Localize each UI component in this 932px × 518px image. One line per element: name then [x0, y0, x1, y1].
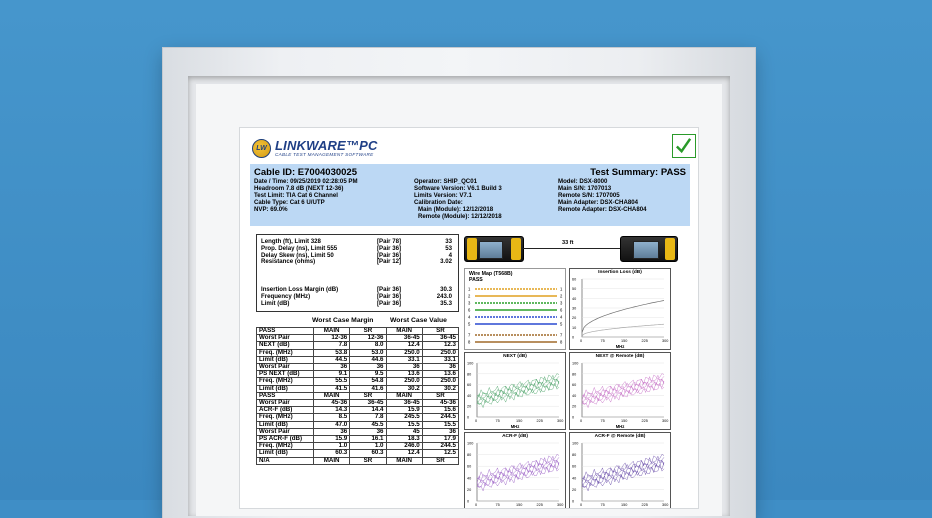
table-cell: 12-36 [350, 335, 386, 342]
table-cell: 8.5 [314, 414, 350, 421]
main-tester-cap [467, 238, 477, 260]
worst-case-table [256, 327, 459, 465]
chart-axis [477, 363, 559, 417]
wire-pin-label: 2 [560, 293, 563, 299]
chart-xlabel: MHz [510, 424, 520, 429]
table-cell: 36 [386, 364, 422, 371]
table-cell: MAIN [386, 392, 422, 399]
table-cell: Worst Pair [257, 364, 314, 371]
table-cell: 33.1 [422, 356, 458, 363]
chart-ytick: 10 [572, 325, 577, 330]
table-cell: N/A [257, 457, 314, 464]
measure-value: 4 [448, 251, 452, 259]
table-cell: 36 [314, 428, 350, 435]
measurements-panel [256, 234, 459, 312]
linkware-icon: LW [252, 139, 271, 158]
table-cell: PS NEXT (dB) [257, 371, 314, 378]
table-cell: 250.0 [386, 378, 422, 385]
measurements-box [256, 234, 459, 312]
table-cell: 244.5 [422, 414, 458, 421]
main-tester-device [464, 236, 524, 262]
table-cell: 45 [386, 428, 422, 435]
table-cell: 30.2 [386, 385, 422, 392]
table-cell: 8.0 [350, 342, 386, 349]
acr-f-remote-plot [570, 433, 670, 508]
table-cell: 250.0 [422, 378, 458, 385]
chart-xlabel: MHz [615, 344, 625, 349]
summary-mid [414, 178, 502, 221]
chart-ytick: 80 [467, 372, 472, 377]
measure-pairs [377, 239, 401, 266]
next-remote-plot [570, 353, 670, 429]
chart-ytick: 20 [467, 404, 472, 409]
chart-xtick: 300 [662, 419, 669, 423]
chart-xtick: 75 [600, 339, 605, 343]
measure-label: Length (ft), Limit 328 [261, 238, 321, 245]
measure-value: 33 [445, 238, 452, 245]
chart-ytick: 100 [572, 441, 579, 446]
worst-case-value-title: Worst Case Value [390, 317, 447, 324]
table-cell: 13.6 [422, 371, 458, 378]
il-value: 30.3 [440, 286, 452, 293]
table-cell: Limit (dB) [257, 450, 314, 457]
pass-check-icon [672, 134, 696, 158]
summary-mid-line: Software Version: V6.1 Build 3 [414, 185, 502, 193]
wire-pin-label: 3 [468, 300, 471, 306]
table-cell: NEXT (dB) [257, 342, 314, 349]
summary-left-line: Test Limit: TIA Cat 6 Channel [254, 192, 338, 200]
chart-xtick: 0 [580, 419, 583, 423]
wire-pin-label: 6 [560, 307, 563, 313]
chart-ytick: 60 [572, 277, 577, 282]
chart-ytick: 50 [572, 287, 577, 292]
table-cell: 244.5 [422, 443, 458, 450]
main-tester-cap [511, 238, 521, 260]
chart-xtick: 0 [580, 339, 583, 343]
measure-label: Resistance (ohms) [261, 258, 316, 266]
chart-xtick: 300 [662, 339, 669, 343]
chart-title: ACR-F (dB) [502, 434, 528, 439]
table-cell: 13.6 [386, 371, 422, 378]
chart-ytick: 40 [467, 476, 472, 481]
chart-ytick: 60 [467, 464, 472, 469]
table-cell: 30.2 [422, 385, 458, 392]
wire-pin-label: 1 [560, 286, 563, 292]
chart-ytick: 30 [572, 306, 577, 311]
il-label: Frequency (MHz) [261, 292, 311, 300]
table-cell: 41.6 [350, 385, 386, 392]
table-cell: PASS [257, 392, 314, 399]
measure-value: 53 [445, 244, 452, 252]
wire-pin-label: 1 [468, 286, 471, 292]
chart-trace [477, 379, 559, 404]
table-cell: 44.6 [350, 356, 386, 363]
logo-title: LINKWARE™PC [275, 138, 378, 153]
il-pair: [Pair 36] [377, 299, 402, 307]
chart-axis [582, 363, 664, 417]
summary-right-line: Remote Adapter: DSX-CHA804 [558, 206, 647, 214]
table-cell: Limit (dB) [257, 356, 314, 363]
chart-insertion-loss [569, 268, 671, 350]
chart-ytick: 0 [467, 499, 470, 504]
table-cell: 15.9 [314, 436, 350, 443]
wire-pin-label: 5 [560, 321, 563, 327]
chart-xtick: 75 [495, 419, 500, 423]
table-cell: 14.3 [314, 407, 350, 414]
table-cell: MAIN [314, 392, 350, 399]
chart-xtick: 225 [641, 419, 648, 423]
chart-xtick: 225 [536, 419, 543, 423]
table-cell: 45-36 [422, 400, 458, 407]
table-cell: 7.8 [350, 414, 386, 421]
chart-trace [582, 324, 664, 336]
summary-left-line: NVP: 69.0% [254, 206, 288, 214]
worst-case-margin-title: Worst Case Margin [312, 317, 374, 324]
chart-ytick: 100 [572, 361, 579, 366]
table-cell: 15.9 [386, 407, 422, 414]
chart-ytick: 60 [572, 383, 577, 388]
table-cell: 54.8 [350, 378, 386, 385]
chart-trace [582, 379, 664, 404]
table-cell: SR [422, 392, 458, 399]
wire-pin-label: 7 [560, 332, 563, 338]
summary-mid-line: Limits Version: V7.1 [414, 192, 472, 200]
chart-trace [477, 454, 559, 478]
summary-left [254, 178, 358, 213]
chart-ytick: 80 [572, 453, 577, 458]
table-cell: 1.0 [314, 443, 350, 450]
table-cell: SR [350, 392, 386, 399]
chart-xtick: 0 [475, 419, 478, 423]
test-report [240, 128, 698, 508]
chart-xtick: 150 [516, 419, 523, 423]
table-cell: 12.3 [422, 342, 458, 349]
measure-labels [261, 239, 337, 266]
summary-left-line: Cable Type: Cat 6 U/UTP [254, 199, 325, 207]
table-cell: PASS [257, 328, 314, 335]
summary-left-line: Date / Time: 09/25/2019 02:28:05 PM [254, 178, 358, 185]
il-pair: [Pair 36] [377, 292, 402, 300]
table-cell: 45-36 [314, 400, 350, 407]
wire-map-graphic [465, 269, 565, 349]
chart-xtick: 150 [516, 503, 523, 507]
table-cell: Worst Pair [257, 335, 314, 342]
table-cell: 7.8 [314, 342, 350, 349]
chart-trace [477, 374, 559, 397]
table-cell: SR [350, 457, 386, 464]
table-cell: Worst Pair [257, 400, 314, 407]
cable-id: Cable ID: E7004030025 [254, 167, 357, 178]
linkware-logo [252, 139, 378, 158]
summary-mid-line: Calibration Date: [414, 199, 463, 207]
measure-pair: [Pair 12] [377, 258, 402, 266]
chart-xtick: 225 [641, 503, 648, 507]
chart-xtick: 300 [557, 503, 564, 507]
chart-xtick: 75 [495, 503, 500, 507]
table-cell: 55.5 [314, 378, 350, 385]
chart-trace [582, 454, 664, 478]
table-cell: Freq. (MHz) [257, 414, 314, 421]
chart-ytick: 60 [572, 464, 577, 469]
chart-xtick: 0 [580, 503, 583, 507]
table-cell: MAIN [314, 457, 350, 464]
table-cell: PS ACR-F (dB) [257, 436, 314, 443]
chart-acr-f-remote [569, 432, 671, 508]
il-pairs [377, 287, 401, 307]
table-cell: Freq. (MHz) [257, 349, 314, 356]
table-cell: 9.1 [314, 371, 350, 378]
cable-length-label: 33 ft [562, 240, 574, 246]
table-cell: Limit (dB) [257, 421, 314, 428]
il-pair: [Pair 36] [377, 286, 402, 293]
table-cell: 12.5 [422, 450, 458, 457]
summary-left-line: Headroom 7.8 dB (NEXT 12-36) [254, 185, 344, 193]
summary-mid-line: Main (Module): 12/12/2018 [418, 206, 494, 214]
table-row [257, 385, 459, 392]
acr-f-plot [465, 433, 565, 508]
table-cell: Freq. (MHz) [257, 443, 314, 450]
table-cell: MAIN [386, 328, 422, 335]
chart-ytick: 40 [467, 393, 472, 398]
summary-mid-line: Operator: SHIP_QC01 [414, 178, 477, 185]
table-cell: SR [422, 328, 458, 335]
wire-map-panel [464, 268, 566, 350]
wire-pin-label: 7 [468, 332, 471, 338]
table-cell: 15.5 [422, 421, 458, 428]
table-cell: 45.5 [350, 421, 386, 428]
wire-pin-label: 3 [560, 300, 563, 306]
wire-pin-label: 5 [468, 321, 471, 327]
next-plot [465, 353, 565, 429]
summary-band [250, 164, 690, 226]
wire-pin-label: 2 [468, 293, 471, 299]
chart-ytick: 100 [467, 441, 474, 446]
table-cell: MAIN [386, 457, 422, 464]
table-cell: 1.0 [350, 443, 386, 450]
wire-pin-label: 4 [560, 314, 563, 320]
chart-ytick: 20 [572, 404, 577, 409]
chart-ytick: 20 [467, 487, 472, 492]
wire-map-status: PASS [469, 277, 483, 283]
table-cell: 12.4 [386, 342, 422, 349]
summary-right [558, 178, 647, 213]
chart-title: Insertion Loss (dB) [598, 270, 642, 275]
table-cell: 60.3 [350, 450, 386, 457]
chart-ytick: 0 [572, 499, 575, 504]
table-cell: 36-45 [386, 400, 422, 407]
chart-ytick: 40 [572, 476, 577, 481]
chart-xtick: 0 [475, 503, 478, 507]
remote-tester-screen [633, 241, 659, 259]
table-cell: 36-45 [422, 335, 458, 342]
table-cell: 44.5 [314, 356, 350, 363]
summary-right-line: Main S/N: 1707013 [558, 185, 612, 193]
insertion-loss-plot [570, 269, 670, 349]
chart-ytick: 80 [572, 372, 577, 377]
chart-ytick: 0 [572, 335, 575, 340]
table-cell: Worst Pair [257, 428, 314, 435]
table-cell: 16.1 [350, 436, 386, 443]
chart-ytick: 80 [467, 453, 472, 458]
chart-xtick: 300 [557, 419, 564, 423]
table-cell: 36-45 [350, 400, 386, 407]
table-cell: ACR-F (dB) [257, 407, 314, 414]
chart-acr-f [464, 432, 566, 508]
table-cell: 36 [350, 428, 386, 435]
measure-pair: [Pair 78] [377, 238, 402, 245]
il-label: Insertion Loss Margin (dB) [261, 286, 339, 293]
table-cell: 53.0 [350, 349, 386, 356]
table-cell: SR [422, 457, 458, 464]
measure-label: Delay Skew (ns), Limit 50 [261, 251, 334, 259]
wire-pin-label: 8 [560, 339, 563, 345]
measure-label: Prop. Delay (ns), Limit 555 [261, 244, 338, 252]
chart-ytick: 40 [572, 393, 577, 398]
logo-subtitle: CABLE TEST MANAGEMENT SOFTWARE [275, 152, 374, 157]
table-cell: 36-45 [386, 335, 422, 342]
table-row [257, 450, 459, 457]
chart-xtick: 150 [621, 419, 628, 423]
table-cell: 245.5 [386, 414, 422, 421]
table-cell: 15.6 [422, 407, 458, 414]
wire-map-title: Wire Map (T568B) [469, 271, 513, 277]
table-row [257, 457, 459, 464]
table-cell: 14.4 [350, 407, 386, 414]
il-value: 35.3 [440, 299, 452, 307]
chart-ytick: 0 [467, 415, 470, 420]
chart-next-remote [569, 352, 671, 430]
chart-xlabel: MHz [615, 424, 625, 429]
il-value: 243.0 [436, 292, 452, 300]
table-cell: 15.5 [386, 421, 422, 428]
measure-pair: [Pair 36] [377, 244, 402, 252]
test-summary: Test Summary: PASS [590, 167, 686, 178]
table-cell: MAIN [314, 328, 350, 335]
il-label: Limit (dB) [261, 299, 290, 307]
table-cell: 36 [422, 364, 458, 371]
summary-right-line: Remote S/N: 1707005 [558, 192, 620, 200]
table-cell: 36 [350, 364, 386, 371]
chart-ytick: 40 [572, 296, 577, 301]
table-cell: 250.0 [422, 349, 458, 356]
table-cell: 12.4 [386, 450, 422, 457]
remote-tester-cap [665, 238, 675, 260]
chart-ytick: 0 [572, 415, 575, 420]
measure-pair: [Pair 36] [377, 251, 402, 259]
chart-trace [582, 374, 664, 397]
chart-title: NEXT (dB) [503, 354, 527, 359]
chart-ytick: 20 [572, 487, 577, 492]
chart-next [464, 352, 566, 430]
chart-axis [582, 443, 664, 501]
measure-values [440, 239, 452, 266]
chart-ytick: 100 [467, 361, 474, 366]
summary-mid-line: Remote (Module): 12/12/2018 [418, 213, 502, 221]
table-cell: Limit (dB) [257, 385, 314, 392]
table-cell: 41.5 [314, 385, 350, 392]
il-labels [261, 287, 338, 307]
table-cell: 36 [422, 428, 458, 435]
table-cell: 9.5 [350, 371, 386, 378]
main-tester-screen [479, 241, 503, 259]
table-cell: 12-36 [314, 335, 350, 342]
wire-pin-label: 4 [468, 314, 471, 320]
table-cell: 18.3 [386, 436, 422, 443]
table-cell: 33.1 [386, 356, 422, 363]
chart-xtick: 75 [600, 503, 605, 507]
table-cell: 53.8 [314, 349, 350, 356]
chart-xtick: 300 [662, 503, 669, 507]
cable-link-line [522, 248, 620, 249]
chart-xtick: 75 [600, 419, 605, 423]
table-cell: 17.9 [422, 436, 458, 443]
table-cell: 246.0 [386, 443, 422, 450]
table-cell: SR [350, 328, 386, 335]
chart-axis [477, 443, 559, 501]
chart-xtick: 150 [621, 339, 628, 343]
table-cell: 60.3 [314, 450, 350, 457]
measure-value: 3.02 [440, 258, 452, 266]
table-cell: 47.0 [314, 421, 350, 428]
table-cell: 250.0 [386, 349, 422, 356]
results-area [250, 230, 690, 508]
il-values [437, 287, 452, 307]
chart-ytick: 60 [467, 383, 472, 388]
chart-xtick: 150 [621, 503, 628, 507]
summary-right-line: Model: DSX-8000 [558, 178, 608, 185]
chart-xtick: 225 [536, 503, 543, 507]
remote-tester-device [620, 236, 678, 262]
chart-title: NEXT @ Remote (dB) [595, 354, 645, 359]
wire-pin-label: 8 [468, 339, 471, 345]
chart-title: ACR-F @ Remote (dB) [594, 434, 646, 439]
table-cell: 36 [314, 364, 350, 371]
summary-right-line: Main Adapter: DSX-CHA804 [558, 199, 639, 207]
wire-pin-label: 6 [468, 307, 471, 313]
table-cell: Freq. (MHz) [257, 378, 314, 385]
chart-ytick: 20 [572, 316, 577, 321]
chart-xtick: 225 [641, 339, 648, 343]
